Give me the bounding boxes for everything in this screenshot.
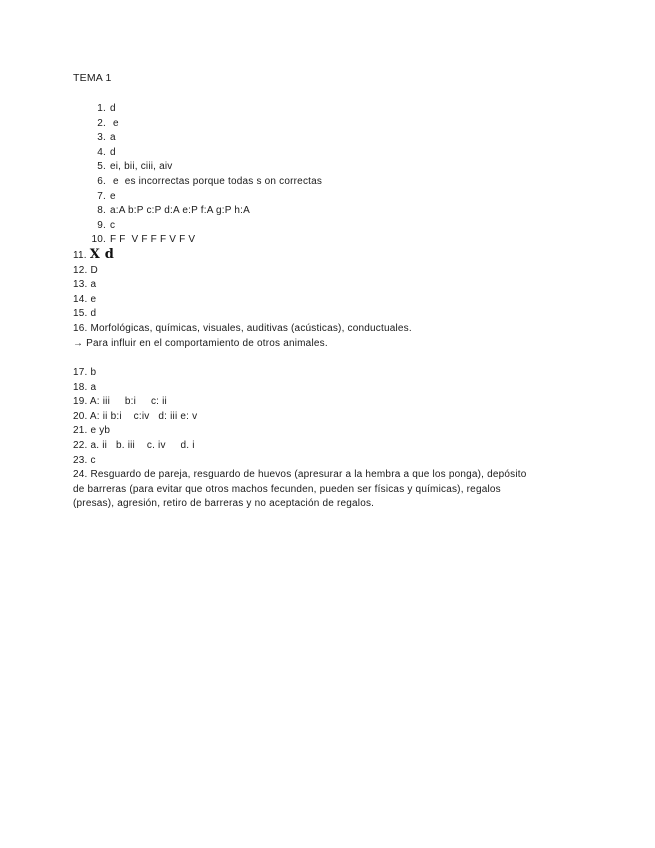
document-title: TEMA 1: [73, 72, 112, 84]
item-answer: e: [110, 117, 119, 129]
list-item: 23. c: [73, 454, 96, 466]
list-item: [73, 131, 322, 146]
item-answer: d: [110, 103, 116, 114]
item-number: 5.: [97, 161, 106, 173]
list-item: [73, 117, 322, 132]
handwritten-answer: X d: [89, 247, 115, 262]
item-answer: a:A b:P c:P d:A e:P f:A g:P h:A: [110, 205, 251, 217]
list-item: 14. e: [73, 293, 97, 305]
item-answer: a: [110, 132, 116, 144]
item-number: 1.: [97, 103, 106, 114]
item-number: 3.: [97, 132, 106, 144]
list-item: [73, 190, 322, 205]
item-answer: e es incorrectas porque todas s on correctas: [110, 175, 323, 187]
list-item: [73, 204, 322, 219]
list-item: 19. A: iii b:i c: ii: [73, 396, 167, 408]
answer-list-part-two: [73, 366, 533, 512]
item-answer: c: [110, 219, 116, 231]
list-item: [73, 233, 322, 248]
list-item: [73, 146, 322, 161]
item-number: 7.: [97, 190, 106, 202]
list-item: 20. A: ii b:i c:iv d: iii e: v: [73, 410, 198, 422]
list-item: 18. a: [73, 381, 97, 393]
item-number: 9.: [97, 219, 106, 231]
item-answer: d: [110, 146, 116, 158]
list-item: [73, 248, 533, 264]
list-item: [73, 160, 322, 175]
list-item: [73, 219, 322, 234]
item-number: 6.: [97, 175, 106, 187]
list-item: 12. D: [73, 264, 98, 276]
list-item: 13. a: [73, 279, 97, 291]
list-item-paragraph: 24. Resguardo de pareja, resguardo de huevos (apresurar a la hembra a que los ponga), depósito de barreras (para evitar que otros machos fecunden, pueden ser físicas y químicas), regalos (presas), agresión, retiro de barreras y no aceptación de regalos.: [73, 469, 527, 510]
list-item: 21. e yb: [73, 425, 111, 437]
answer-list-continued: [73, 248, 533, 351]
item-number: 10.: [91, 234, 106, 246]
list-item: 15. d: [73, 308, 97, 320]
item-number: 11.: [73, 250, 90, 261]
item-number: 8.: [97, 205, 106, 217]
item-answer: F F V F F F V F V: [110, 234, 196, 246]
numbered-list: [73, 102, 322, 248]
item-answer: e: [110, 190, 116, 202]
list-item-note: → Para influir en el comportamiento de otros animales.: [73, 337, 328, 349]
item-number: 2.: [97, 117, 106, 129]
item-answer: ei, bii, ciii, aiv: [110, 161, 173, 173]
item-number: 4.: [97, 146, 106, 158]
list-item: [73, 102, 322, 117]
list-item: 22. a. ii b. iii c. iv d. i: [73, 439, 195, 451]
list-item: 17. b: [73, 367, 97, 378]
list-item: [73, 175, 322, 190]
list-item: 16. Morfológicas, químicas, visuales, auditivas (acústicas), conductuales.: [73, 322, 412, 334]
